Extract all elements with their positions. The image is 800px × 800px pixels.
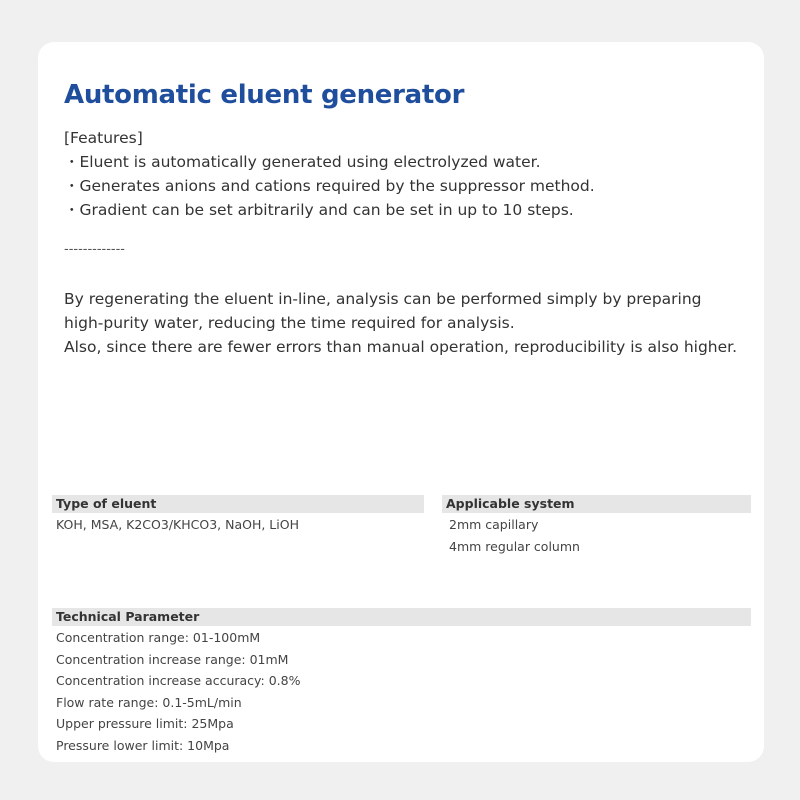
- description-line: By regenerating the eluent in-line, analysis can be performed simply by preparing: [64, 290, 702, 308]
- technical-line: Upper pressure limit: 25Mpa: [56, 716, 234, 731]
- eluent-body: [56, 514, 299, 536]
- text-divider: -------------: [64, 242, 125, 257]
- description-line: high-purity water, reducing the time required for analysis.: [64, 314, 515, 332]
- product-card: [38, 42, 764, 762]
- system-body: [449, 514, 580, 557]
- feature-item: ・Eluent is automatically generated using electrolyzed water.: [64, 153, 541, 171]
- system-line: 4mm regular column: [449, 538, 580, 554]
- features-heading: [Features]: [64, 129, 143, 147]
- feature-item: ・Generates anions and cations required by the suppressor method.: [64, 177, 595, 195]
- system-heading: Applicable system: [442, 495, 751, 513]
- technical-body: [56, 627, 301, 756]
- technical-line: Concentration increase range: 01mM: [56, 651, 289, 667]
- eluent-heading: Type of eluent: [52, 495, 424, 513]
- technical-heading: Technical Parameter: [52, 608, 751, 626]
- features-section: [64, 126, 595, 222]
- technical-line: Pressure lower limit: 10Mpa: [56, 737, 230, 753]
- page-title: Automatic eluent generator: [64, 80, 465, 110]
- technical-line: Concentration range: 01-100mM: [56, 630, 261, 645]
- technical-line: Concentration increase accuracy: 0.8%: [56, 673, 301, 688]
- eluent-line: KOH, MSA, K2CO3/KHCO3, NaOH, LiOH: [56, 517, 299, 532]
- feature-item: ・Gradient can be set arbitrarily and can be set in up to 10 steps.: [64, 201, 574, 219]
- technical-line: Flow rate range: 0.1-5mL/min: [56, 694, 242, 710]
- description-line: Also, since there are fewer errors than manual operation, reproducibility is also higher.: [64, 338, 738, 356]
- system-line: 2mm capillary: [449, 517, 539, 532]
- description: [64, 287, 754, 359]
